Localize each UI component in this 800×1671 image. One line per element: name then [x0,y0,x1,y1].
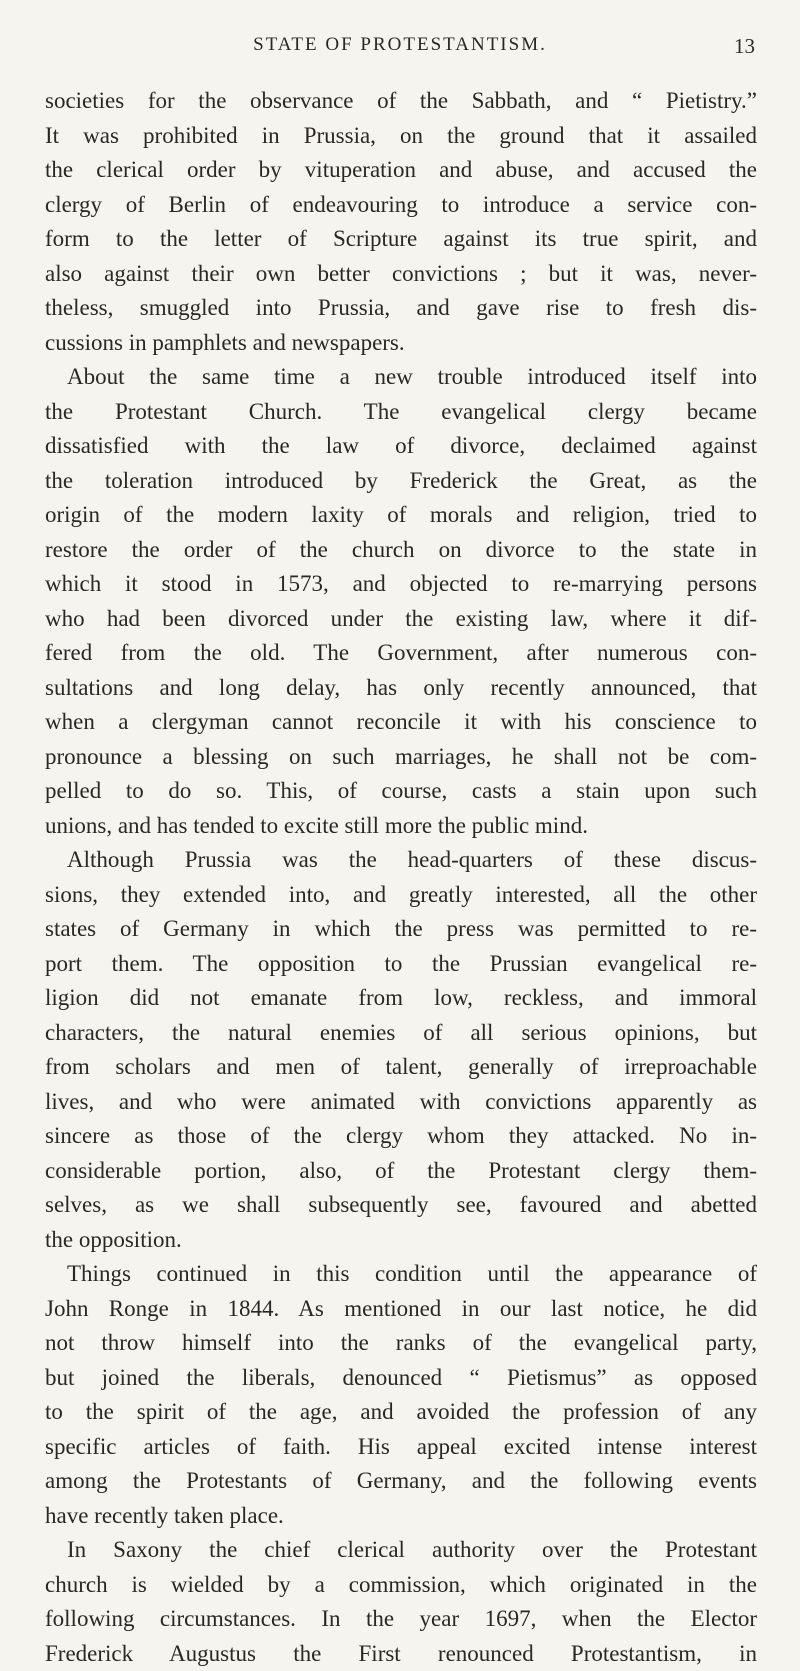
text-line: sultations and long delay, has only recently announced, that [45,671,757,706]
text-line: but joined the liberals, denounced “ Pietismus” as opposed [45,1361,757,1396]
text-line: clergy of Berlin of endeavouring to introduce a service con- [45,188,757,223]
text-line: theless, smuggled into Prussia, and gave rise to fresh dis- [45,291,757,326]
text-line: port them. The opposition to the Prussian evangelical re- [45,947,757,982]
text-line: origin of the modern laxity of morals and religion, tried to [45,498,757,533]
text-line: fered from the old. The Government, after numerous con- [45,636,757,671]
text-line: among the Protestants of Germany, and the following events [45,1464,757,1499]
text-line: Frederick Augustus the First renounced Protestantism, in [45,1637,757,1671]
text-line: not throw himself into the ranks of the evangelical party, [45,1326,757,1361]
text-line: cussions in pamphlets and newspapers. [45,326,757,361]
text-line: Things continued in this condition until the appearance of [45,1257,757,1292]
text-line: also against their own better convictions ; but it was, never- [45,257,757,292]
text-line: the opposition. [45,1223,757,1258]
text-line: church is wielded by a commission, which originated in the [45,1568,757,1603]
text-line: from scholars and men of talent, generally of irreproachable [45,1050,757,1085]
text-line: selves, as we shall subsequently see, favoured and abetted [45,1188,757,1223]
text-line: to the spirit of the age, and avoided the profession of any [45,1395,757,1430]
text-line: sincere as those of the clergy whom they attacked. No in- [45,1119,757,1154]
text-line: sions, they extended into, and greatly interested, all the other [45,878,757,913]
text-line: pelled to do so. This, of course, casts a stain upon such [45,774,757,809]
text-line: unions, and has tended to excite still more the public mind. [45,809,757,844]
text-line: It was prohibited in Prussia, on the ground that it assailed [45,119,757,154]
text-line: dissatisfied with the law of divorce, declaimed against [45,429,757,464]
text-line: specific articles of faith. His appeal excited intense interest [45,1430,757,1465]
text-line: the Protestant Church. The evangelical clergy became [45,395,757,430]
running-title: STATE OF PROTESTANTISM. [0,34,800,56]
text-line: following circumstances. In the year 1697, when the Elector [45,1602,757,1637]
running-head [0,34,800,64]
text-line: pronounce a blessing on such marriages, he shall not be com- [45,740,757,775]
text-line: states of Germany in which the press was permitted to re- [45,912,757,947]
text-line: who had been divorced under the existing law, where it dif- [45,602,757,637]
text-line: ligion did not emanate from low, reckless, and immoral [45,981,757,1016]
text-line: the clerical order by vituperation and abuse, and accused the [45,153,757,188]
text-line: have recently taken place. [45,1499,757,1534]
text-line: About the same time a new trouble introduced itself into [45,360,757,395]
text-line: the toleration introduced by Frederick the Great, as the [45,464,757,499]
body-text [45,84,757,1671]
text-line: In Saxony the chief clerical authority over the Protestant [45,1533,757,1568]
text-line: characters, the natural enemies of all serious opinions, but [45,1016,757,1051]
text-line: when a clergyman cannot reconcile it with his conscience to [45,705,757,740]
text-line: John Ronge in 1844. As mentioned in our last notice, he did [45,1292,757,1327]
page-number: 13 [734,34,755,59]
text-line: restore the order of the church on divorce to the state in [45,533,757,568]
text-line: which it stood in 1573, and objected to re-marrying persons [45,567,757,602]
text-line: form to the letter of Scripture against its true spirit, and [45,222,757,257]
text-line: lives, and who were animated with convictions apparently as [45,1085,757,1120]
text-line: societies for the observance of the Sabbath, and “ Pietistry.” [45,84,757,119]
text-line: Although Prussia was the head-quarters of these discus- [45,843,757,878]
text-line: considerable portion, also, of the Protestant clergy them- [45,1154,757,1189]
